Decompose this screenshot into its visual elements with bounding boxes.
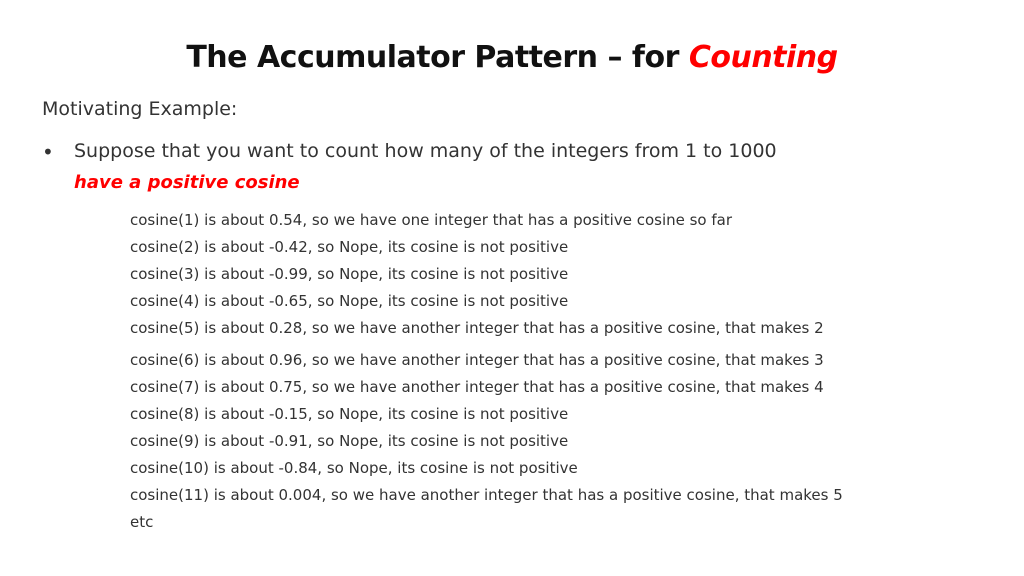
list-item: cosine(6) is about 0.96, so we have another integer that has a positive cosine, that makes 3: [130, 351, 824, 369]
bullet-emphasis: have a positive cosine: [74, 172, 300, 193]
slide-title: [0, 40, 1024, 75]
cosine-examples-list: [130, 209, 1010, 538]
list-item: cosine(9) is about -0.91, so Nope, its cosine is not positive: [130, 432, 569, 450]
bullet-text: Suppose that you want to count how many of the integers from 1 to 1000: [74, 140, 777, 162]
list-item: cosine(7) is about 0.75, so we have another integer that has a positive cosine, that makes 4: [130, 378, 824, 396]
bullet-marker: •: [42, 140, 54, 164]
motivating-example-heading: Motivating Example:: [42, 98, 238, 120]
list-item: cosine(5) is about 0.28, so we have another integer that has a positive cosine, that makes 2: [130, 319, 824, 337]
list-item: etc: [130, 513, 154, 531]
slide-title-accent: Counting: [688, 40, 838, 75]
list-item: cosine(4) is about -0.65, so Nope, its cosine is not positive: [130, 292, 569, 310]
list-item: cosine(1) is about 0.54, so we have one integer that has a positive cosine so far: [130, 211, 733, 229]
list-item: cosine(2) is about -0.42, so Nope, its cosine is not positive: [130, 238, 569, 256]
list-item: cosine(8) is about -0.15, so Nope, its cosine is not positive: [130, 405, 569, 423]
slide-title-main: The Accumulator Pattern – for: [186, 40, 689, 75]
list-item: cosine(11) is about 0.004, so we have another integer that has a positive cosine, that makes 5: [130, 486, 843, 504]
list-item: cosine(3) is about -0.99, so Nope, its cosine is not positive: [130, 265, 569, 283]
list-item: cosine(10) is about -0.84, so Nope, its cosine is not positive: [130, 459, 578, 477]
